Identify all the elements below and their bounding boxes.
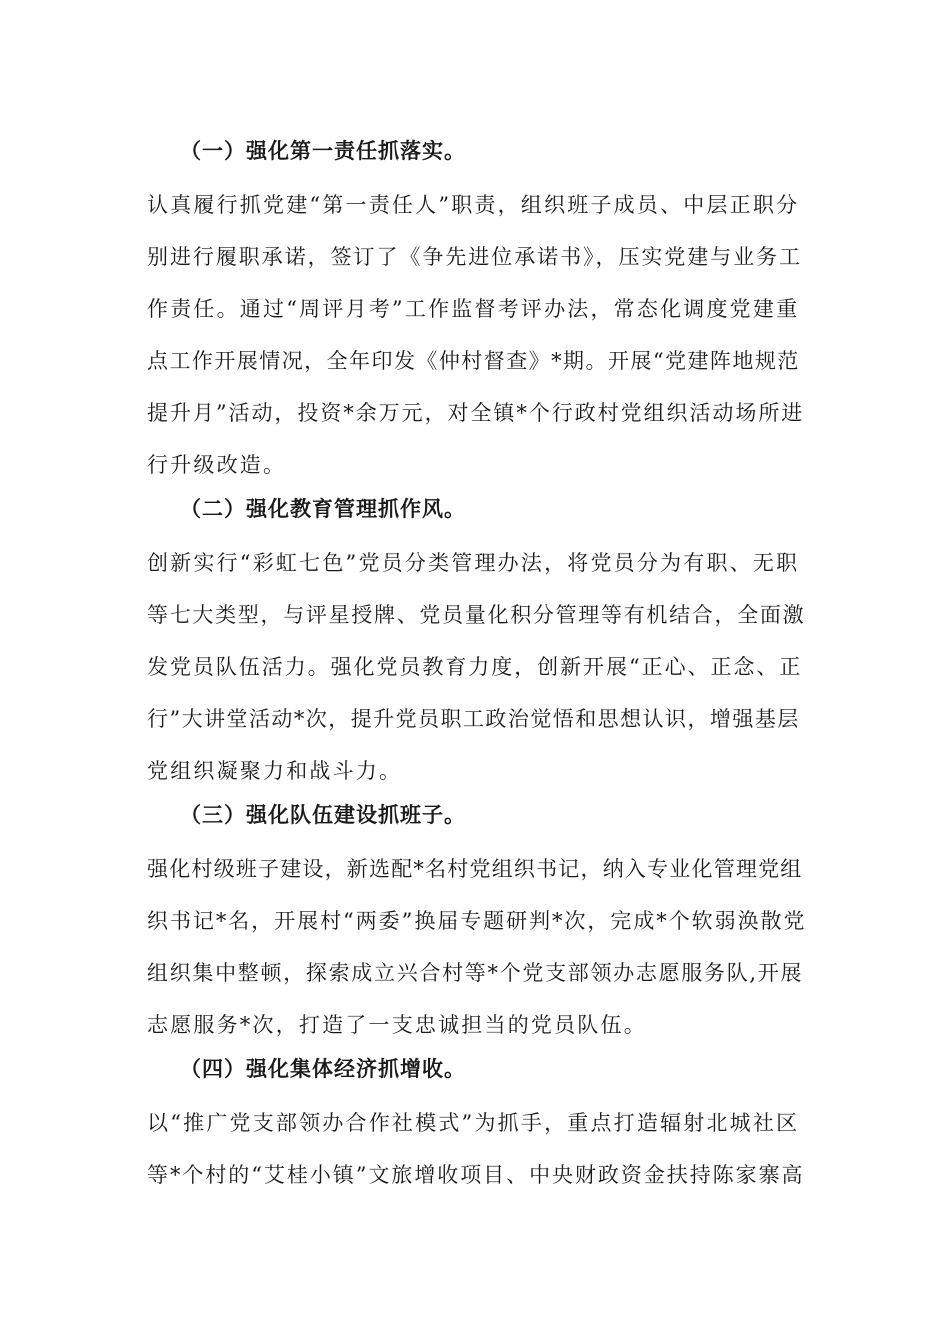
paragraph-line: 组织集中整顿，探索成立兴合村等*个党支部领办志愿服务队,开展: [147, 961, 804, 985]
paragraph-line: 以“推广党支部领办合作社模式”为抓手，重点打造辐射北城社区: [147, 1111, 800, 1135]
paragraph-line: 作责任。通过“周评月考”工作监督考评办法，常态化调度党建重: [147, 297, 800, 321]
paragraph-line: 等七大类型，与评星授牌、党员量化积分管理等有机结合，全面激: [147, 603, 806, 627]
paragraph-line: 创新实行“彩虹七色”党员分类管理办法，将党员分为有职、无职: [147, 551, 800, 575]
paragraph-line: 点工作开展情况，全年印发《仲村督查》*期。开展“党建阵地规范: [147, 349, 800, 373]
paragraph-line: 发党员队伍活力。强化党员教育力度，创新开展“正心、正念、正: [147, 655, 803, 679]
paragraph-line: 行升级改造。: [147, 453, 287, 477]
paragraph-line: 认真履行抓党建“第一责任人”职责，组织班子成员、中层正职分: [147, 193, 800, 217]
paragraph-line: 行”大讲堂活动*次，提升党员职工政治觉悟和思想认识，增强基层: [147, 707, 800, 731]
section-heading-2: （二）强化教育管理抓作风。: [180, 497, 466, 521]
paragraph-line: 别进行履职承诺，签订了《争先进位承诺书》，压实党建与业务工: [147, 245, 803, 269]
paragraph-line: 志愿服务*次，打造了一支忠诚担当的党员队伍。: [147, 1013, 647, 1037]
paragraph-line: 织书记*名，开展村“两委”换届专题研判*次，完成*个软弱涣散党: [147, 909, 807, 933]
section-heading-4: （四）强化集体经济抓增收。: [180, 1057, 466, 1081]
paragraph-line: 等*个村的“艾桂小镇”文旅增收项目、中央财政资金扶持陈家寨高: [147, 1163, 805, 1187]
section-heading-3: （三）强化队伍建设抓班子。: [180, 803, 466, 827]
paragraph-line: 强化村级班子建设，新选配*名村党组织书记，纳入专业化管理党组: [147, 857, 803, 881]
section-heading-1: （一）强化第一责任抓落实。: [180, 139, 466, 163]
paragraph-line: 党组织凝聚力和战斗力。: [147, 759, 403, 783]
paragraph-line: 提升月”活动，投资*余万元，对全镇*个行政村党组织活动场所进: [147, 401, 805, 425]
